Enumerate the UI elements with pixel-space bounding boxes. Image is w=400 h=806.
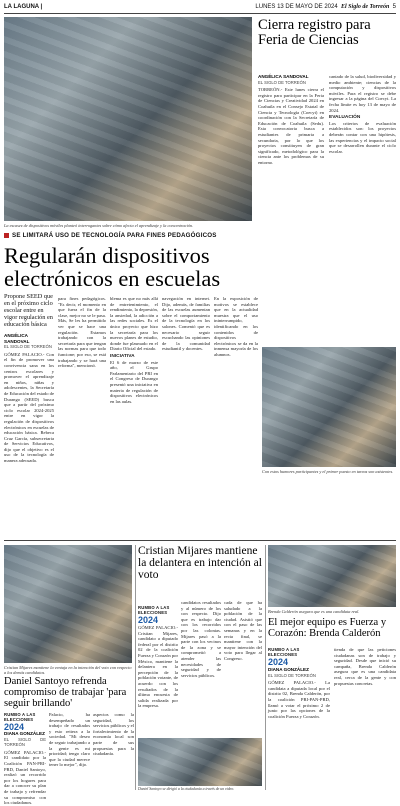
column-divider-right	[265, 545, 266, 790]
main-body-3b: El 6 de marzo de este año, el Grupo Parlamentario del PRI en el Congreso de Durango presentó una iniciativa en materia de regulación de dispositivos electrónicos en las aulas.	[110, 359, 158, 404]
section-divider	[4, 540, 396, 541]
mijares-col-3	[224, 600, 262, 735]
kicker-text: SE LIMITARÁ USO DE TECNOLOGÍA PARA FINES PEDAGÓGICOS	[12, 232, 217, 239]
main-col-2	[58, 296, 106, 536]
photo-mijares	[4, 545, 132, 663]
main-kicker	[4, 232, 254, 239]
photo-classroom	[262, 347, 396, 467]
section-label: LA LAGUNA |	[4, 4, 43, 10]
mijares-body-1: GÓMEZ PALACIO.- Cristian Mijares, candidato a diputado federal por el distrito 02 de la coalición Fuerza y Corazón por México, mantiene la delantera en la percepción de la población votante, de acuerdo con los resultados de la última encuesta de salida realizada por la empresa.	[138, 625, 178, 709]
main-col-4	[162, 296, 210, 536]
kicker-square-icon	[4, 233, 9, 238]
photo-students-devices	[4, 17, 252, 221]
santoyo-byline: DIANA GONZÁLEZ	[4, 731, 45, 736]
calderon-col-1	[268, 667, 330, 793]
main-col-3	[110, 296, 158, 536]
calderon-badge-year: 2024	[268, 657, 289, 667]
mijares-col-2	[181, 600, 221, 735]
paper-name: El Siglo de Torreón	[341, 4, 390, 10]
feria-col-1	[258, 74, 324, 342]
feria-subhead: EVALUACIÓN	[329, 115, 361, 121]
page-header	[4, 2, 396, 14]
photo-caption-2: Con estos humores participantes y el primer puesto en tareas son asistentes.	[262, 469, 394, 474]
calderon-badge-label: RUMBO A LAS ELECCIONES	[268, 647, 300, 657]
santoyo-byline-sub: EL SIGLO DE TORREÓN	[4, 736, 46, 748]
feria-col-2	[329, 74, 396, 342]
mijares-badge-year: 2024	[138, 615, 159, 625]
main-col-5	[214, 296, 258, 536]
mijares-body-2: candidatos resultados y al número de los con respecto. Dijo que es trabajo dar con los recorridos por las colonias. Mijares pasó a la parte con los vecinos de la zona y se comprometió a atender las necesidades de seguridad y de servicios públicos.	[181, 600, 221, 678]
mijares-badge-label: RUMBO A LAS ELECCIONES	[138, 605, 170, 615]
photo-caption-1: La escasez de dispositivos móviles planteó interrogantes sobre cómo afecta el aprendizaje y la concentración.	[4, 223, 194, 228]
photo-caption-5: Daniel Santoyo se dirigió a la ciudadanía a través de un video.	[138, 787, 235, 791]
photo-caption-4: Brenda Calderón asegura que es una candidata real.	[268, 609, 360, 614]
feria-body-2: cantado de la salud, biodiversidad y medio ambiente; ciencias de la computación y dispositivos móviles. Para el registro se debe ingresar a la página del Coecyt. La fecha límite es hoy 13 de mayo de 2024.	[329, 74, 396, 113]
santoyo-col-3	[93, 712, 134, 793]
calderon-byline-sub: EL SIGLO DE TORREÓN	[268, 672, 316, 678]
mijares-body-3: cada de que ha saludado a la población de la ciudad. Asistió que con el paso de las semanas y en la recta final, se mantiene con la mayor intención del voto para llegar al Congreso.	[224, 600, 262, 661]
santoyo-body-3: aspectos como la seguridad, los servicios públicos y el fortalecimiento de la economía local son parte de sus propuestas para la ciudadanía.	[93, 712, 134, 757]
santoyo-badge-year: 2024	[4, 722, 25, 732]
main-body-4: navegación en internet. Dijo, además, de familias de las escuelas aumentan sobre el comportamiento de la tecnología en los salones. Comentó que es necesario seguir escuchando las opiniones de la comunidad estudiantil y docentes.	[162, 296, 210, 352]
photo-caption-3: Cristian Mijares mantiene la ventaja en la intención del voto con respecto a los demás candidatos.	[4, 665, 132, 675]
main-body-3: blema es que no más allá de entretenimiento, el rendimiento, la depresión, la ansiedad, la adicción a las redes sociales. Es el único proyecto que hizo la secretaría para los nuevos planes de estudio, donde fue plasmado en el Diario Oficial del estado.	[110, 296, 158, 352]
main-col-1	[4, 333, 54, 535]
headline-mijares: Cristian Mijares mantiene la delantera en intención al voto	[138, 545, 262, 582]
header-right	[255, 4, 396, 10]
feria-byline: ANGÉLICA SANDOVAL	[258, 74, 309, 79]
calderon-byline: DIANA GONZÁLEZ	[268, 667, 309, 672]
calderon-col-2	[334, 647, 396, 793]
santoyo-col-1	[4, 731, 46, 806]
calderon-body-2: tienda de que las peticiones ciudadanas son de trabajo y seguridad. Desde que inició su campaña, Brenda Calderón asegura que es una candidata real, cerca de la gente y con propuestas concretas.	[334, 647, 396, 686]
main-deck: Propone SEED que en el próximo ciclo escolar entre en vigor regulación en educación básica	[4, 293, 53, 328]
photo-santoyo	[138, 738, 262, 786]
santoyo-col-2	[49, 712, 90, 793]
main-body-5: En la exposición de motivos se establece que en la actualidad muestra que el uso ininterrumpido, identificando en los contenidos de dispositivos electrónicos se da en la inmensa mayoría de los alumnos.	[214, 296, 258, 357]
feria-body-1: TORREÓN.- Este lunes cierra el registro para participar en la Feria de Ciencias y Creatividad 2024 en Coahuila en el Consejo Estatal de Ciencia y Tecnología (Coecyt) en coordinación con la Secretaría de Educación de Coahuila (Sedu). Esta convocatoria busca a estudiantes de primaria a secundaria, por lo que los proyectos constituyen de gran significado, metodológico para la ciencia ante los problemas de su entorno.	[258, 87, 324, 165]
santoyo-body-2: Palacio, ha desempeñado un trabajo de resultados y esto reitera a la sociedad. "Mi deseo de seguir trabajando a la gente es mi prioridad; tengo claro que la ciudad merece tener lo mejor", dijo.	[49, 712, 90, 768]
main-byline: ANGÉLICA SANDOVAL	[4, 333, 30, 344]
main-body-1: GÓMEZ PALACIO.- Con el fin de promover una convivencia sana en los centros escolares y promover el aprendizaje en niños, niñas y adolescentes, la Secretaría de Educación del estado de Durango (SEED) busca que a partir del próximo ciclo escolar 2024-2025 entre en vigor la regulación de dispositivos electrónicos en escuelas de educación básica. Rebeca Cruz García, subsecretaria de Servicios Educativos, dijo que el objetivo es el uso de la tecnología de manera adecuada.	[4, 351, 54, 464]
mijares-col-1	[138, 625, 178, 735]
calderon-badge	[268, 647, 328, 667]
headline-santoyo: Daniel Santoyo refrenda compromiso de trabajar 'para seguir brillando'	[4, 676, 127, 710]
santoyo-body-1: GÓMEZ PALACIO.- El candidato por la Coalición PAN-PRI-PRD, Daniel Santoyo, realizó un recorrido por los hogares para dar a conocer su plan de trabajo y refrendar su compromiso con los ciudadanos.	[4, 749, 46, 806]
main-subhead: INICIATIVA	[110, 353, 135, 359]
headline-calderon: El mejor equipo es Fuerza y Corazón: Brenda Calderón	[268, 617, 387, 640]
main-body-2: para fines pedagógicos. "Es decir, el momento en que fuera el fin de la clase, mejor no se le pasa. Más, Se les ha permitido ver que se hace una regulación. Estamos trabajando con la secretaría para que tengan las normas para que todo funcione; por eso, se está trabajando y se hará una reforma", mencionó.	[58, 296, 106, 369]
headline-main: Regularán dispositivos electrónicos en escuelas	[4, 243, 221, 291]
header-date: LUNES 13 DE MAYO DE 2024	[255, 4, 338, 10]
column-divider-left	[135, 545, 136, 790]
santoyo-badge-label: RUMBO A LAS ELECCIONES	[4, 712, 36, 722]
main-byline-sub: EL SIGLO DE TORREÓN	[4, 344, 52, 350]
feria-body-3: Los criterios de evaluación establecidos son: los proyectos deberán contar con una hipótesis, las experiencias y el impacto social que se desarrollen durante el ciclo escolar.	[329, 120, 396, 154]
feria-byline-sub: EL SIGLO DE TORREÓN	[258, 79, 306, 85]
headline-feria: Cierra registro para Feria de Ciencias	[258, 17, 371, 49]
page-number: 5	[392, 4, 396, 10]
calderon-body-1: GÓMEZ PALACIO.- La candidata a diputada local por el distrito 02, Brenda Calderón, por la coalición PRI-PAN-PRD, llamó a votar el próximo 2 de junio por las opciones de la coalición Fuerza y Corazón.	[268, 680, 330, 719]
photo-calderon	[268, 545, 396, 607]
